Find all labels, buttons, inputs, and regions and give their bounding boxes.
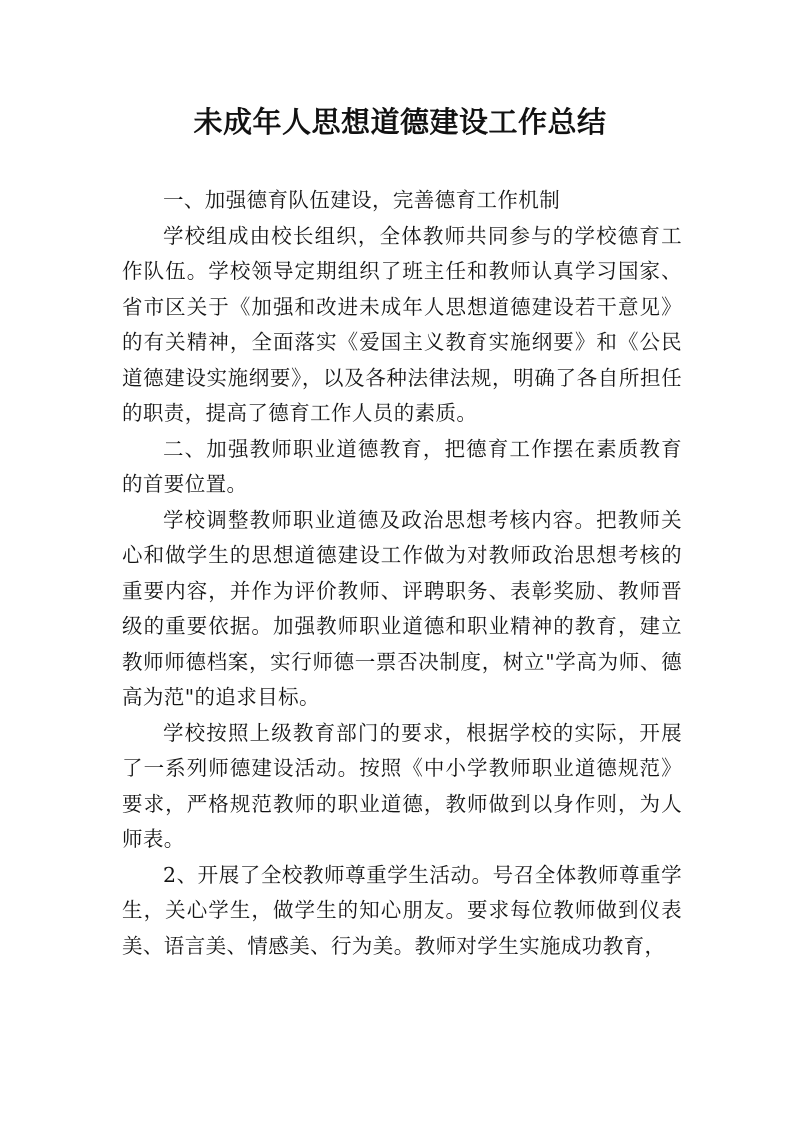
- document-title: 未成年人思想道德建设工作总结: [193, 105, 607, 139]
- paragraph: 学校按照上级教育部门的要求，根据学校的实际，开展了一系列师德建设活动。按照《中小学教师职业道德规范》要求，严格规范教师的职业道德，教师做到以身作则，为人师表。: [122, 720, 682, 851]
- document-body: [122, 183, 682, 964]
- paragraph: 学校调整教师职业道德及政治思想考核内容。把教师关心和做学生的思想道德建设工作做为对教师政治思想考核的重要内容，并作为评价教师、评聘职务、表彰奖励、教师晋级的重要依据。加强教师职业道德和职业精神的教育，建立教师师德档案，实行师德一票否决制度，树立"学高为师、德高为范"的追求目标。: [122, 507, 682, 709]
- paragraph: 学校组成由校长组织，全体教师共同参与的学校德育工作队伍。学校领导定期组织了班主任和教师认真学习国家、省市区关于《加强和改进未成年人思想道德建设若干意见》的有关精神，全面落实《爱国主义教育实施纲要》和《公民道德建设实施纲要》，以及各种法律法规，明确了各自所担任的职责，提高了德育工作人员的素质。: [122, 223, 682, 425]
- paragraph-section-2-heading: 二、加强教师职业道德教育，把德育工作摆在素质教育的首要位置。: [122, 436, 682, 496]
- paragraph: 2、开展了全校教师尊重学生活动。号召全体教师尊重学生，关心学生，做学生的知心朋友。要求每位教师做到仪表美、语言美、情感美、行为美。教师对学生实施成功教育，: [122, 862, 682, 958]
- paragraph-section-1-heading: 一、加强德育队伍建设，完善德育工作机制: [163, 188, 561, 212]
